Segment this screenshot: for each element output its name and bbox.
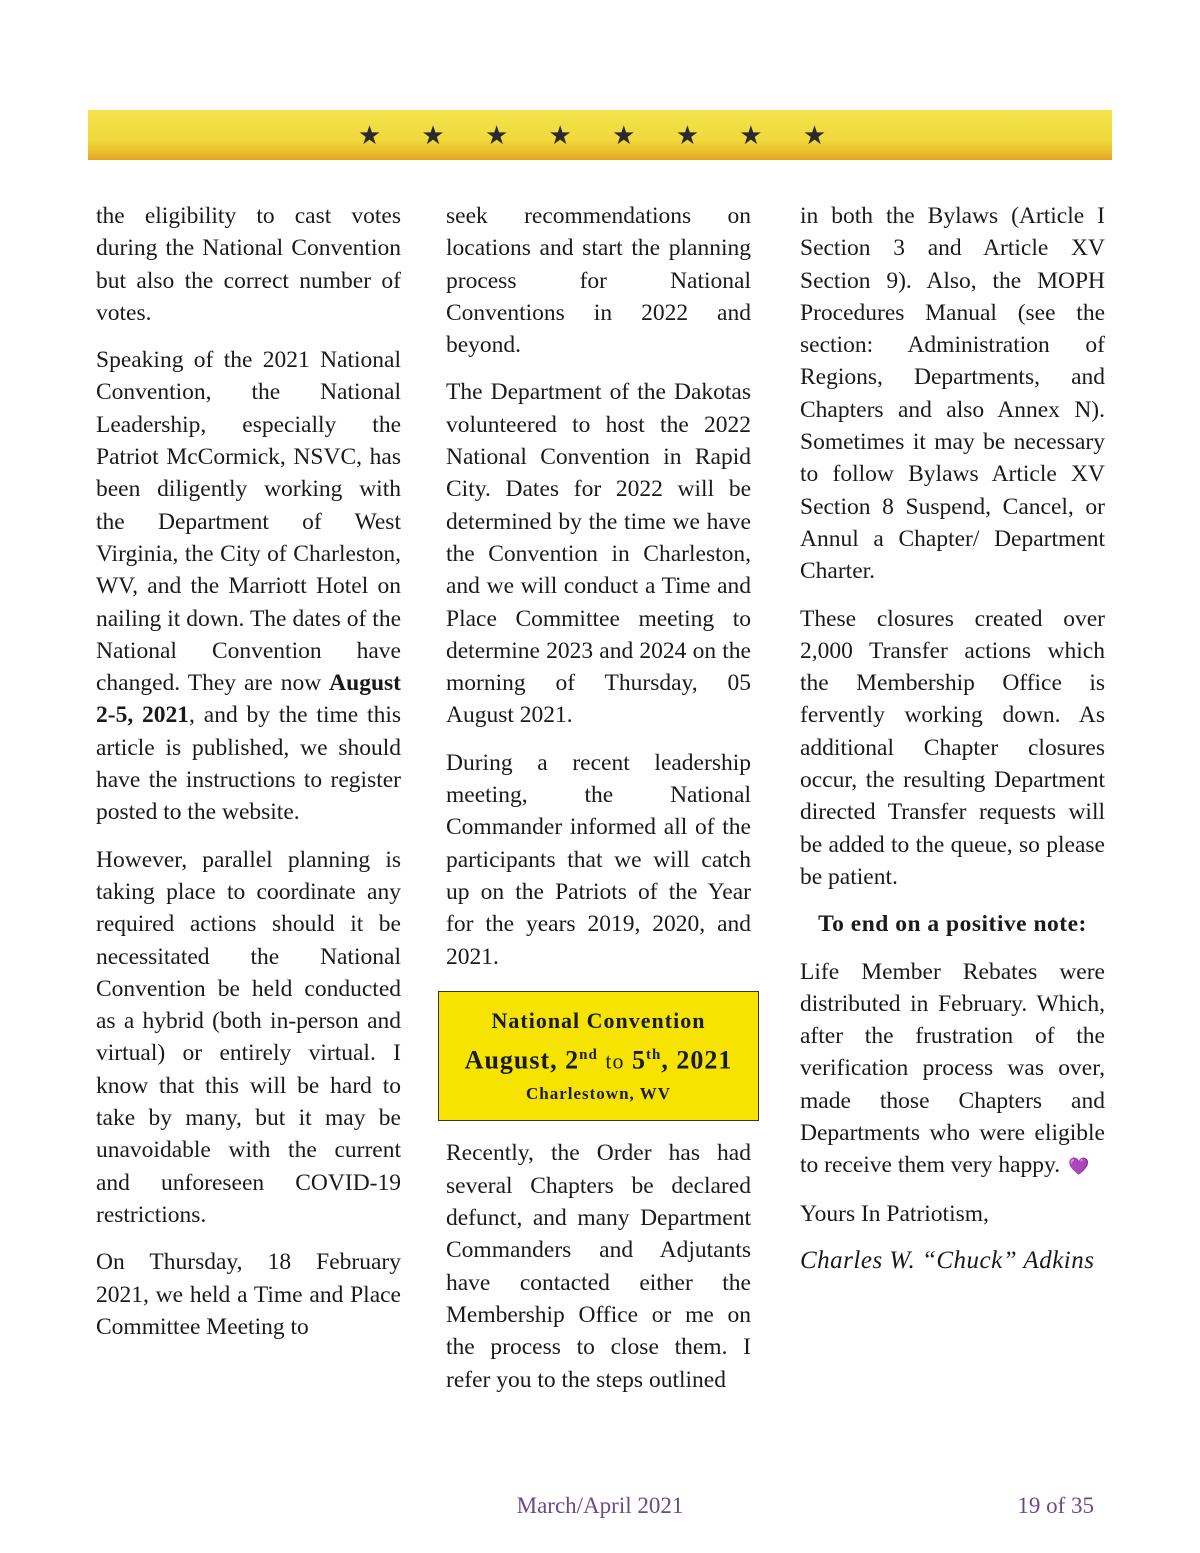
convention-callout-box (438, 991, 759, 1122)
paragraph: The Department of the Dakotas volunteered to host the 2022 National Convention in Rapid City. Dates for 2022 will be determined by the time we have the Convention in Charleston, and we will conduct a Time and Place Committee meeting to determine 2023 and 2024 on the morning of Thursday, 05 August 2021. (446, 379, 751, 729)
column-right (800, 200, 1105, 1293)
stars-decoration: ★ ★ ★ ★ ★ ★ ★ ★ (357, 121, 843, 151)
callout-dates: August, 2nd to 5th, 2021 (464, 1045, 733, 1075)
paragraph: Speaking of the 2021 National Convention, the National Leadership, especially the Patriot McCormick, NSVC, has been diligently working with the Department of West Virginia, the City of Charleston, WV, and the Marriott Hotel on nailing it down. The dates of the National Convention have changed. They are now August 2-5, 2021, and by the time this article is published, we should have the instructions to register posted to the website. (96, 347, 401, 826)
callout-location: Charlestown, WV (525, 1084, 672, 1104)
paragraph: Life Member Rebates were distributed in February. Which, after the frustration of the verification process was over, made those Chapters and Departments who were eligible to receive them very happy. 💜 (800, 958, 1105, 1179)
paragraph: However, parallel planning is taking place to coordinate any required actions should it be necessitated the National Convention be held conducted as a hybrid (both in-person and virtual) or entirely virtual. I know that this will be hard to take by many, but it may be unavoidable with the current and unforeseen COVID-19 restrictions. (96, 846, 401, 1228)
callout-title: National Convention (491, 1007, 706, 1033)
convention-dates-bold: August 2-5, 2021 (96, 670, 401, 729)
purple-heart-icon: 💜 (1068, 1156, 1090, 1176)
paragraph: On Thursday, 18 February 2021, we held a Time and Place Committee Meeting to (96, 1249, 401, 1340)
star-banner (88, 110, 1112, 160)
signature: Charles W. “Chuck” Adkins (800, 1247, 1095, 1275)
subheading: To end on a positive note: (818, 911, 1087, 938)
column-middle (446, 200, 751, 1411)
paragraph: in both the Bylaws (Article I Section 3 and Article XV Section 9). Also, the MOPH Procedures Manual (see the section: Administration of Regions, Departments, and Chapters and also Annex N). Sometimes it may be necessary to follow Bylaws Article XV Section 8 Suspend, Cancel, or Annul a Chapter/ Department Charter. (800, 203, 1105, 585)
paragraph: During a recent leadership meeting, the National Commander informed all of the participants that we will catch up on the Patriots of the Year for the years 2019, 2020, and 2021. (446, 749, 751, 970)
footer-issue-date: March/April 2021 (516, 1493, 684, 1518)
column-left (96, 200, 401, 1358)
paragraph: seek recommendations on locations and start the planning process for National Conventions in 2022 and beyond. (446, 203, 751, 359)
paragraph: These closures created over 2,000 Transfer actions which the Membership Office is fervently working down. As additional Chapter closures occur, the resulting Department directed Transfer requests will be added to the queue, so please be patient. (800, 605, 1105, 890)
footer-page-number: 19 of 35 (1017, 1493, 1094, 1518)
paragraph: the eligibility to cast votes during the National Convention but also the correct number of votes. (96, 203, 401, 326)
paragraph: Recently, the Order has had several Chapters be declared defunct, and many Department Commanders and Adjutants have contacted either the Membership Office or me on the process to close them. I refer you to the steps outlined (446, 1140, 751, 1393)
closing-line: Yours In Patriotism, (800, 1201, 989, 1228)
